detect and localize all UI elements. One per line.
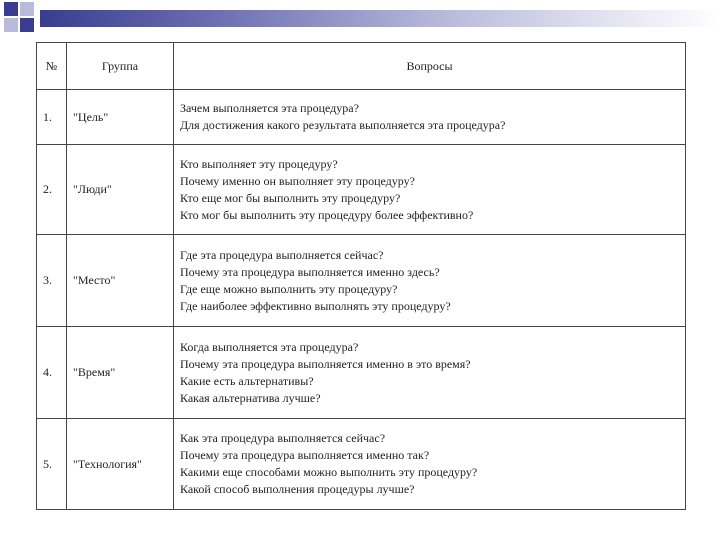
question-text: Какая альтернатива лучше? xyxy=(180,390,321,405)
row-questions xyxy=(174,419,686,510)
row-questions xyxy=(174,235,686,327)
question-text: Какие есть альтернативы? xyxy=(180,373,314,388)
question-text: Какими еще способами можно выполнить эту процедуру? xyxy=(180,465,478,479)
decoration-square xyxy=(20,2,34,16)
row-number: 3. xyxy=(37,235,67,327)
questions-table xyxy=(36,42,686,510)
decoration-square xyxy=(4,18,18,32)
row-number: 1. xyxy=(37,90,67,145)
question-text: Почему эта процедура выполняется именно здесь? xyxy=(180,264,440,279)
table-row xyxy=(37,145,686,235)
table-row xyxy=(37,327,686,419)
row-number: 4. xyxy=(37,327,67,419)
question-text: Почему именно он выполняет эту процедуру? xyxy=(180,173,415,188)
question-text: Где эта процедура выполняется сейчас? xyxy=(180,247,384,262)
question-text: Почему эта процедура выполняется именно в это время? xyxy=(180,356,471,371)
slide-header-decoration xyxy=(0,0,720,40)
row-group: "Место" xyxy=(67,235,174,327)
header-group: Группа xyxy=(67,43,174,90)
question-text: Где наиболее эффективно выполнять эту процедуру? xyxy=(180,298,451,313)
row-questions xyxy=(174,90,686,145)
row-number: 2. xyxy=(37,145,67,235)
question-text: Кто выполняет эту процедуру? xyxy=(180,156,338,171)
question-text: Зачем выполняется эта процедура? xyxy=(180,101,359,115)
row-group: "Люди" xyxy=(67,145,174,235)
row-group: "Цель" xyxy=(67,90,174,145)
table-row xyxy=(37,90,686,145)
header-questions: Вопросы xyxy=(174,43,686,90)
question-text: Кто еще мог бы выполнить эту процедуру? xyxy=(180,190,401,205)
table-row xyxy=(37,419,686,510)
question-text: Где еще можно выполнить эту процедуру? xyxy=(180,281,398,296)
question-text: Когда выполняется эта процедура? xyxy=(180,339,359,354)
question-text: Кто мог бы выполнить эту процедуру более эффективно? xyxy=(180,207,474,222)
question-text: Как эта процедура выполняется сейчас? xyxy=(180,431,386,445)
row-number: 5. xyxy=(37,419,67,510)
table-row xyxy=(37,235,686,327)
table-header-row xyxy=(37,43,686,90)
row-group: "Время" xyxy=(67,327,174,419)
question-text: Какой способ выполнения процедуры лучше? xyxy=(180,482,415,496)
decoration-gradient-bar xyxy=(40,10,720,27)
decoration-square xyxy=(20,18,34,32)
decoration-square xyxy=(4,2,18,16)
row-questions xyxy=(174,145,686,235)
row-questions xyxy=(174,327,686,419)
question-text: Почему эта процедура выполняется именно так? xyxy=(180,448,430,462)
header-number: № xyxy=(37,43,67,90)
question-text: Для достижения какого результата выполняется эта процедура? xyxy=(180,118,506,132)
row-group: "Технология" xyxy=(67,419,174,510)
